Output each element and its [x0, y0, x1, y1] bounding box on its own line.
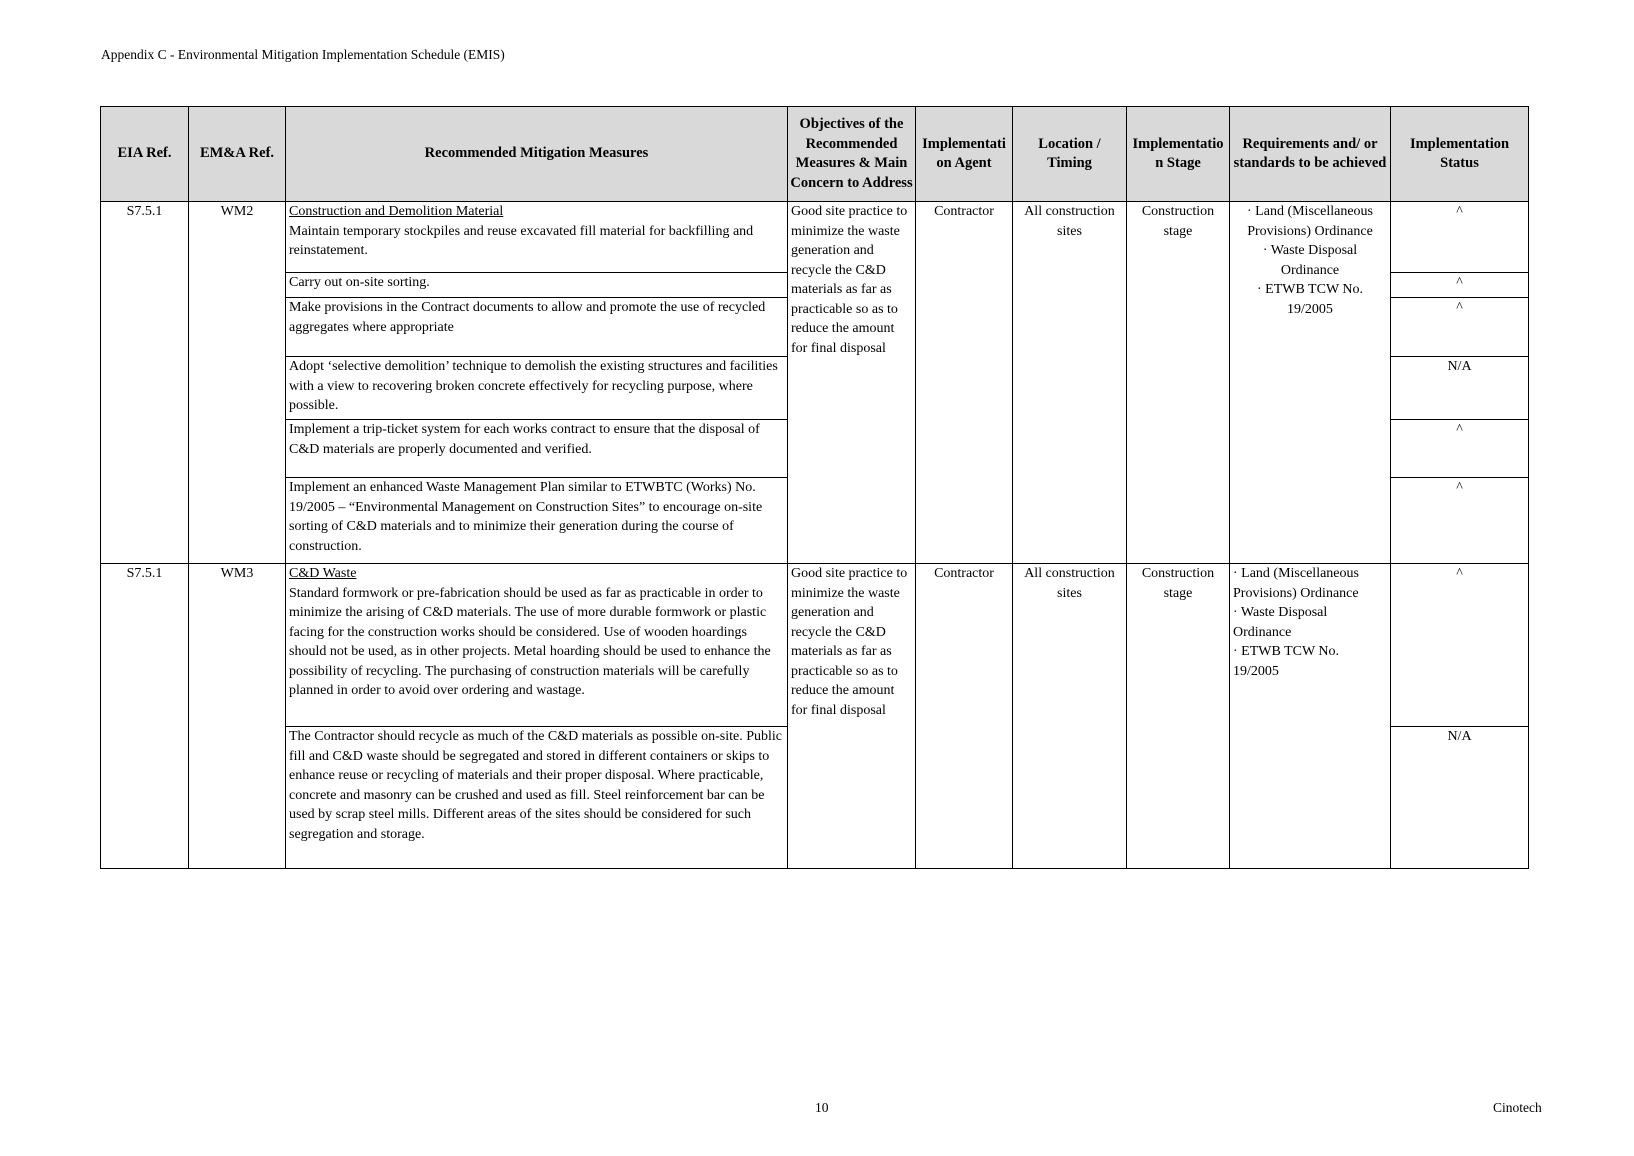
measure-cell: Adopt ‘selective demolition’ technique to demolish the existing structures and facilities with a view to recovering broken concrete effectively for recycling purpose, where possible.	[286, 357, 788, 420]
eia-ref-cell: S7.5.1	[101, 202, 189, 564]
page-number: 10	[815, 1100, 829, 1115]
col-header-stage: Implementatio n Stage	[1127, 107, 1230, 202]
col-header-ema-ref: EM&A Ref.	[189, 107, 286, 202]
measure-text: Maintain temporary stockpiles and reuse excavated fill material for backfilling and reinstatement.	[289, 223, 754, 258]
requirements-cell	[1230, 202, 1391, 564]
measure-cell	[286, 202, 788, 273]
ema-ref-cell: WM3	[189, 564, 286, 869]
measure-cell: The Contractor should recycle as much of the C&D materials as possible on-site. Public fill and C&D waste should be segregated and stored in different containers or skips to enhance reuse or recycling of materials and their proper disposal. Where practicable, concrete and masonry can be crushed and used as fill. Steel reinforcement bar can be used by scrap steel mills. Different areas of the sites should be considered for such segregation and storage.	[286, 727, 788, 869]
col-header-status: Implementation Status	[1391, 107, 1529, 202]
status-cell: ^	[1391, 298, 1529, 357]
status-cell: ^	[1391, 420, 1529, 478]
document-header-title: Appendix C - Environmental Mitigation Implementation Schedule (EMIS)	[101, 47, 505, 62]
col-header-agent: Implementati on Agent	[916, 107, 1013, 202]
status-cell: ^	[1391, 202, 1529, 273]
measure-cell: Implement a trip-ticket system for each works contract to ensure that the disposal of C&D materials are properly documented and verified.	[286, 420, 788, 478]
stage-cell: Construction stage	[1127, 564, 1230, 869]
eia-ref-cell: S7.5.1	[101, 564, 189, 869]
location-cell: All construction sites	[1013, 564, 1127, 869]
col-header-measures: Recommended Mitigation Measures	[286, 107, 788, 202]
table-row	[101, 564, 1529, 727]
ema-ref-cell: WM2	[189, 202, 286, 564]
measure-heading: Construction and Demolition Material	[289, 204, 504, 219]
requirement-item: · ETWB TCW No. 19/2005	[1256, 282, 1364, 317]
requirement-item: · ETWB TCW No. 19/2005	[1233, 644, 1340, 679]
status-cell: ^	[1391, 273, 1529, 298]
emis-table	[100, 106, 1529, 869]
location-cell: All construction sites	[1013, 202, 1127, 564]
col-header-eia-ref: EIA Ref.	[101, 107, 189, 202]
col-header-objectives: Objectives of the Recommended Measures & Main Concern to Address	[788, 107, 916, 202]
status-cell: N/A	[1391, 357, 1529, 420]
measure-cell: Make provisions in the Contract documents to allow and promote the use of recycled aggregates where appropriate	[286, 298, 788, 357]
header-row	[101, 107, 1529, 202]
col-header-location: Location / Timing	[1013, 107, 1127, 202]
measure-cell: Carry out on-site sorting.	[286, 273, 788, 298]
status-cell: ^	[1391, 564, 1529, 727]
measure-cell	[286, 564, 788, 727]
status-cell: N/A	[1391, 727, 1529, 869]
measure-text: Standard formwork or pre-fabrication should be used as far as practicable in order to minimize the arising of C&D materials. The use of more durable formwork or plastic facing for the construction works should be considered. Use of wooden hoardings should not be used, as in other projects. Metal hoarding should be used to enhance the possibility of recycling. The purchasing of construction materials will be carefully planned in order to avoid over ordering and wastage.	[289, 585, 771, 698]
requirement-item: · Waste Disposal Ordinance	[1262, 243, 1358, 278]
requirement-item: · Land (Miscellaneous Provisions) Ordinance	[1247, 204, 1373, 239]
agent-cell: Contractor	[916, 202, 1013, 564]
table-row	[101, 202, 1529, 273]
requirement-item: · Land (Miscellaneous Provisions) Ordinance	[1233, 566, 1359, 601]
objective-cell: Good site practice to minimize the waste generation and recycle the C&D materials as far as practicable so as to reduce the amount for final disposal	[788, 202, 916, 564]
requirements-cell	[1230, 564, 1391, 869]
stage-cell: Construction stage	[1127, 202, 1230, 564]
status-cell: ^	[1391, 478, 1529, 564]
measure-heading: C&D Waste	[289, 566, 357, 581]
company-name: Cinotech	[1493, 1100, 1542, 1115]
measure-cell: Implement an enhanced Waste Management Plan similar to ETWBTC (Works) No. 19/2005 – “Environmental Management on Construction Sites” to encourage on-site sorting of C&D materials and to minimize their generation during the course of construction.	[286, 478, 788, 564]
col-header-requirements: Requirements and/ or standards to be achieved	[1230, 107, 1391, 202]
requirement-item: · Waste Disposal Ordinance	[1233, 605, 1328, 640]
objective-cell: Good site practice to minimize the waste generation and recycle the C&D materials as far as practicable so as to reduce the amount for final disposal	[788, 564, 916, 869]
agent-cell: Contractor	[916, 564, 1013, 869]
